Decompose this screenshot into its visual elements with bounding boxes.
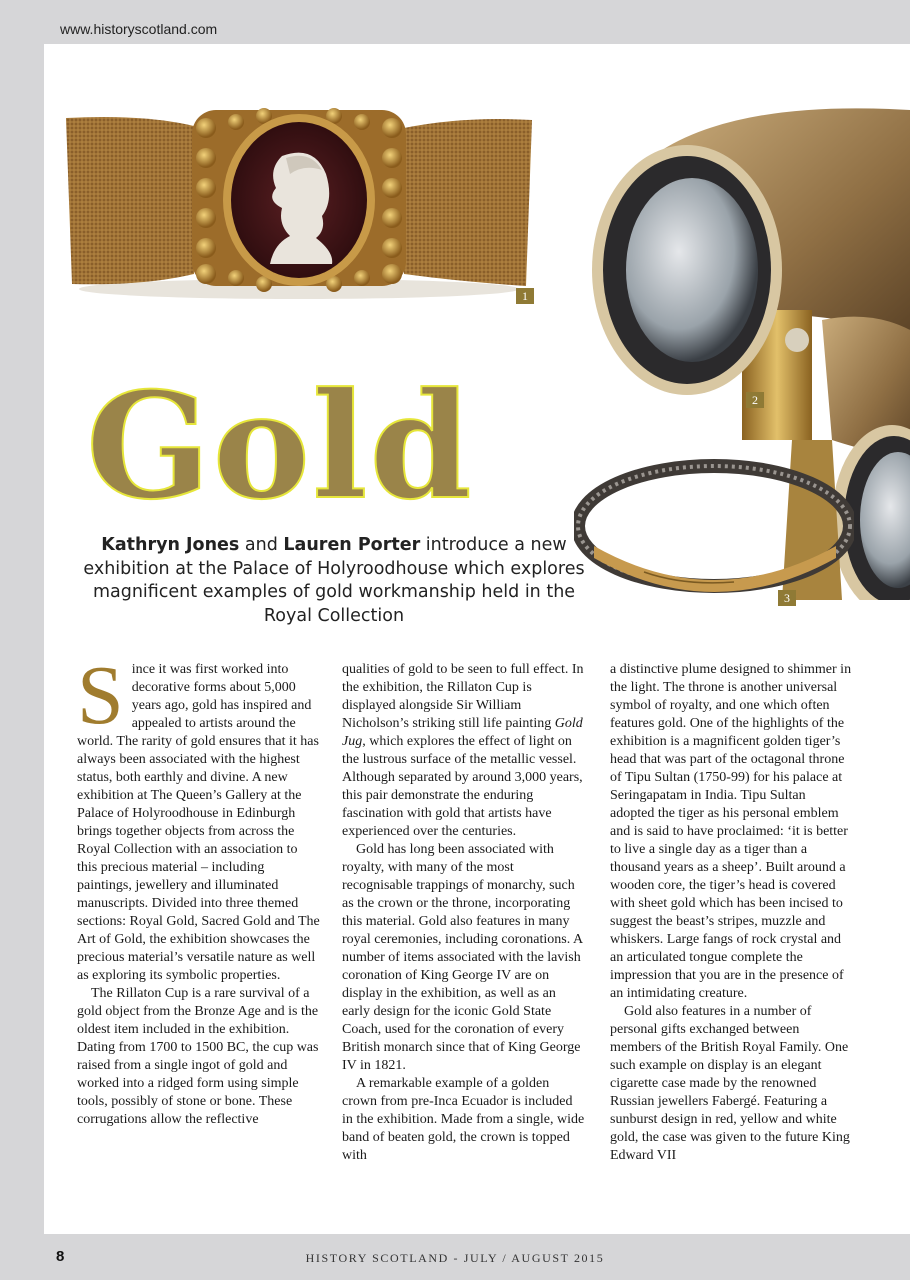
photo-number-1: 1 bbox=[516, 288, 534, 304]
diamond-ring-photo bbox=[574, 454, 854, 604]
author-2: Lauren Porter bbox=[283, 535, 421, 555]
ring-illustration bbox=[574, 454, 854, 604]
standfirst-and: and bbox=[239, 535, 284, 555]
publication-footer: HISTORY SCOTLAND - JULY / AUGUST 2015 bbox=[305, 1251, 605, 1265]
magazine-page bbox=[44, 44, 910, 1234]
col2-p1b: , which explores the effect of light on the lustrous surface of the metallic vessel. Although separated by around 3,000 years, this pair demonstrate the enduring fascination with gold that artists have experienced over the centuries. bbox=[342, 734, 583, 839]
col2-paragraph-2: Gold has long been associated with royalty, with many of the most recognisable trappings of monarchy, such as the crown or the throne, incorporating this material. Gold also features in many royal ceremonies, including coronations. A number of items associated with the lavish coronation of King George IV are on display in the exhibition, as well as an early design for the iconic Gold State Coach, used for the coronation of every British monarch since that of King George IV in 1821. bbox=[342, 842, 583, 1073]
standfirst bbox=[82, 534, 586, 628]
painting-title: Gold Jug bbox=[342, 716, 583, 749]
col3-paragraph-2: Gold also features in a number of personal gifts exchanged between members of the British Royal Family. One such example on display is an elegant cigarette case made by the renowned Russian jewellers Fabergé. Featuring a sunburst design in red, yellow and white gold, the case was given to the future King Edward VII bbox=[610, 1004, 850, 1163]
photo-number-3: 3 bbox=[778, 590, 796, 606]
gold-bracelet-photo bbox=[64, 104, 534, 304]
standfirst-text: introduce a new exhibition at the Palace of Holyroodhouse which explores magnificent examples of gold workmanship held in the Royal Collection bbox=[83, 535, 585, 626]
drop-cap: S bbox=[77, 649, 124, 742]
col3-paragraph-1: a distinctive plume designed to shimmer in the light. The throne is another universal symbol of royalty, and one which often features gold. One of the highlights of the exhibition is a magnificent golden tiger’s head that was part of the octagonal throne of Tipu Sultan (1750-99) for his palace at Seringapatam in India. Tipu Sultan adopted the tiger as his personal emblem and is said to have proclaimed: ‘it is better to live a single day as a tiger than a thousand years as a sheep’. Built around a wooden core, the tiger’s head is covered with sheet gold which has been incised to suggest the beast’s stripes, muzzle and whiskers. Large fangs of rock crystal and an articulated tongue complete the impression that you are in the presence of an intimidating creature. bbox=[610, 662, 852, 1001]
col2-paragraph-3: A remarkable example of a golden crown from pre-Inca Ecuador is included in the exhibition. Made from a single, wide band of beaten gold, the crown is topped with bbox=[342, 1076, 585, 1163]
col1-paragraph-1 bbox=[77, 649, 320, 985]
article-title: Gold bbox=[86, 361, 474, 532]
column-3 bbox=[610, 661, 853, 1165]
col2-p1a: qualities of gold to be seen to full effect. In the exhibition, the Rillaton Cup is displayed alongside Sir William Nicholson’s striking still life painting bbox=[342, 662, 584, 731]
website-url: www.historyscotland.com bbox=[60, 21, 218, 37]
page-number: 8 bbox=[56, 1248, 65, 1265]
bottom-bar bbox=[0, 1234, 910, 1280]
col1-p1-text: ince it was first worked into decorative forms about 5,000 years ago, gold has inspired and appealed to artists around the world. The rarity of gold ensures that it has always been associated with the highest status, both earthly and divine. A new exhibition at The Queen’s Gallery at the Palace of Holyroodhouse in Edinburgh brings together objects from across the Royal Collection with an association to this precious material – including paintings, jewellery and illuminated manuscripts. Divided into three themed sections: Royal Gold, Sacred Gold and The Art of Gold, the exhibition showcases the precious material’s versatile nature as well as exploring its symbolic properties. bbox=[77, 662, 320, 983]
author-1: Kathryn Jones bbox=[101, 535, 240, 555]
bracelet-illustration bbox=[64, 104, 534, 304]
column-1 bbox=[77, 649, 320, 1129]
column-2 bbox=[342, 661, 585, 1165]
col1-paragraph-2: The Rillaton Cup is a rare survival of a gold object from the Bronze Age and is the oldest item included in the exhibition. Dating from 1700 to 1500 BC, the cup was raised from a single ingot of gold and worked into a ridged form using simple tools, possibly of stone or bone. These corrugations allow the reflective bbox=[77, 986, 319, 1127]
top-bar bbox=[0, 0, 910, 44]
col2-paragraph-1 bbox=[342, 661, 585, 841]
photo-number-2: 2 bbox=[746, 392, 764, 408]
